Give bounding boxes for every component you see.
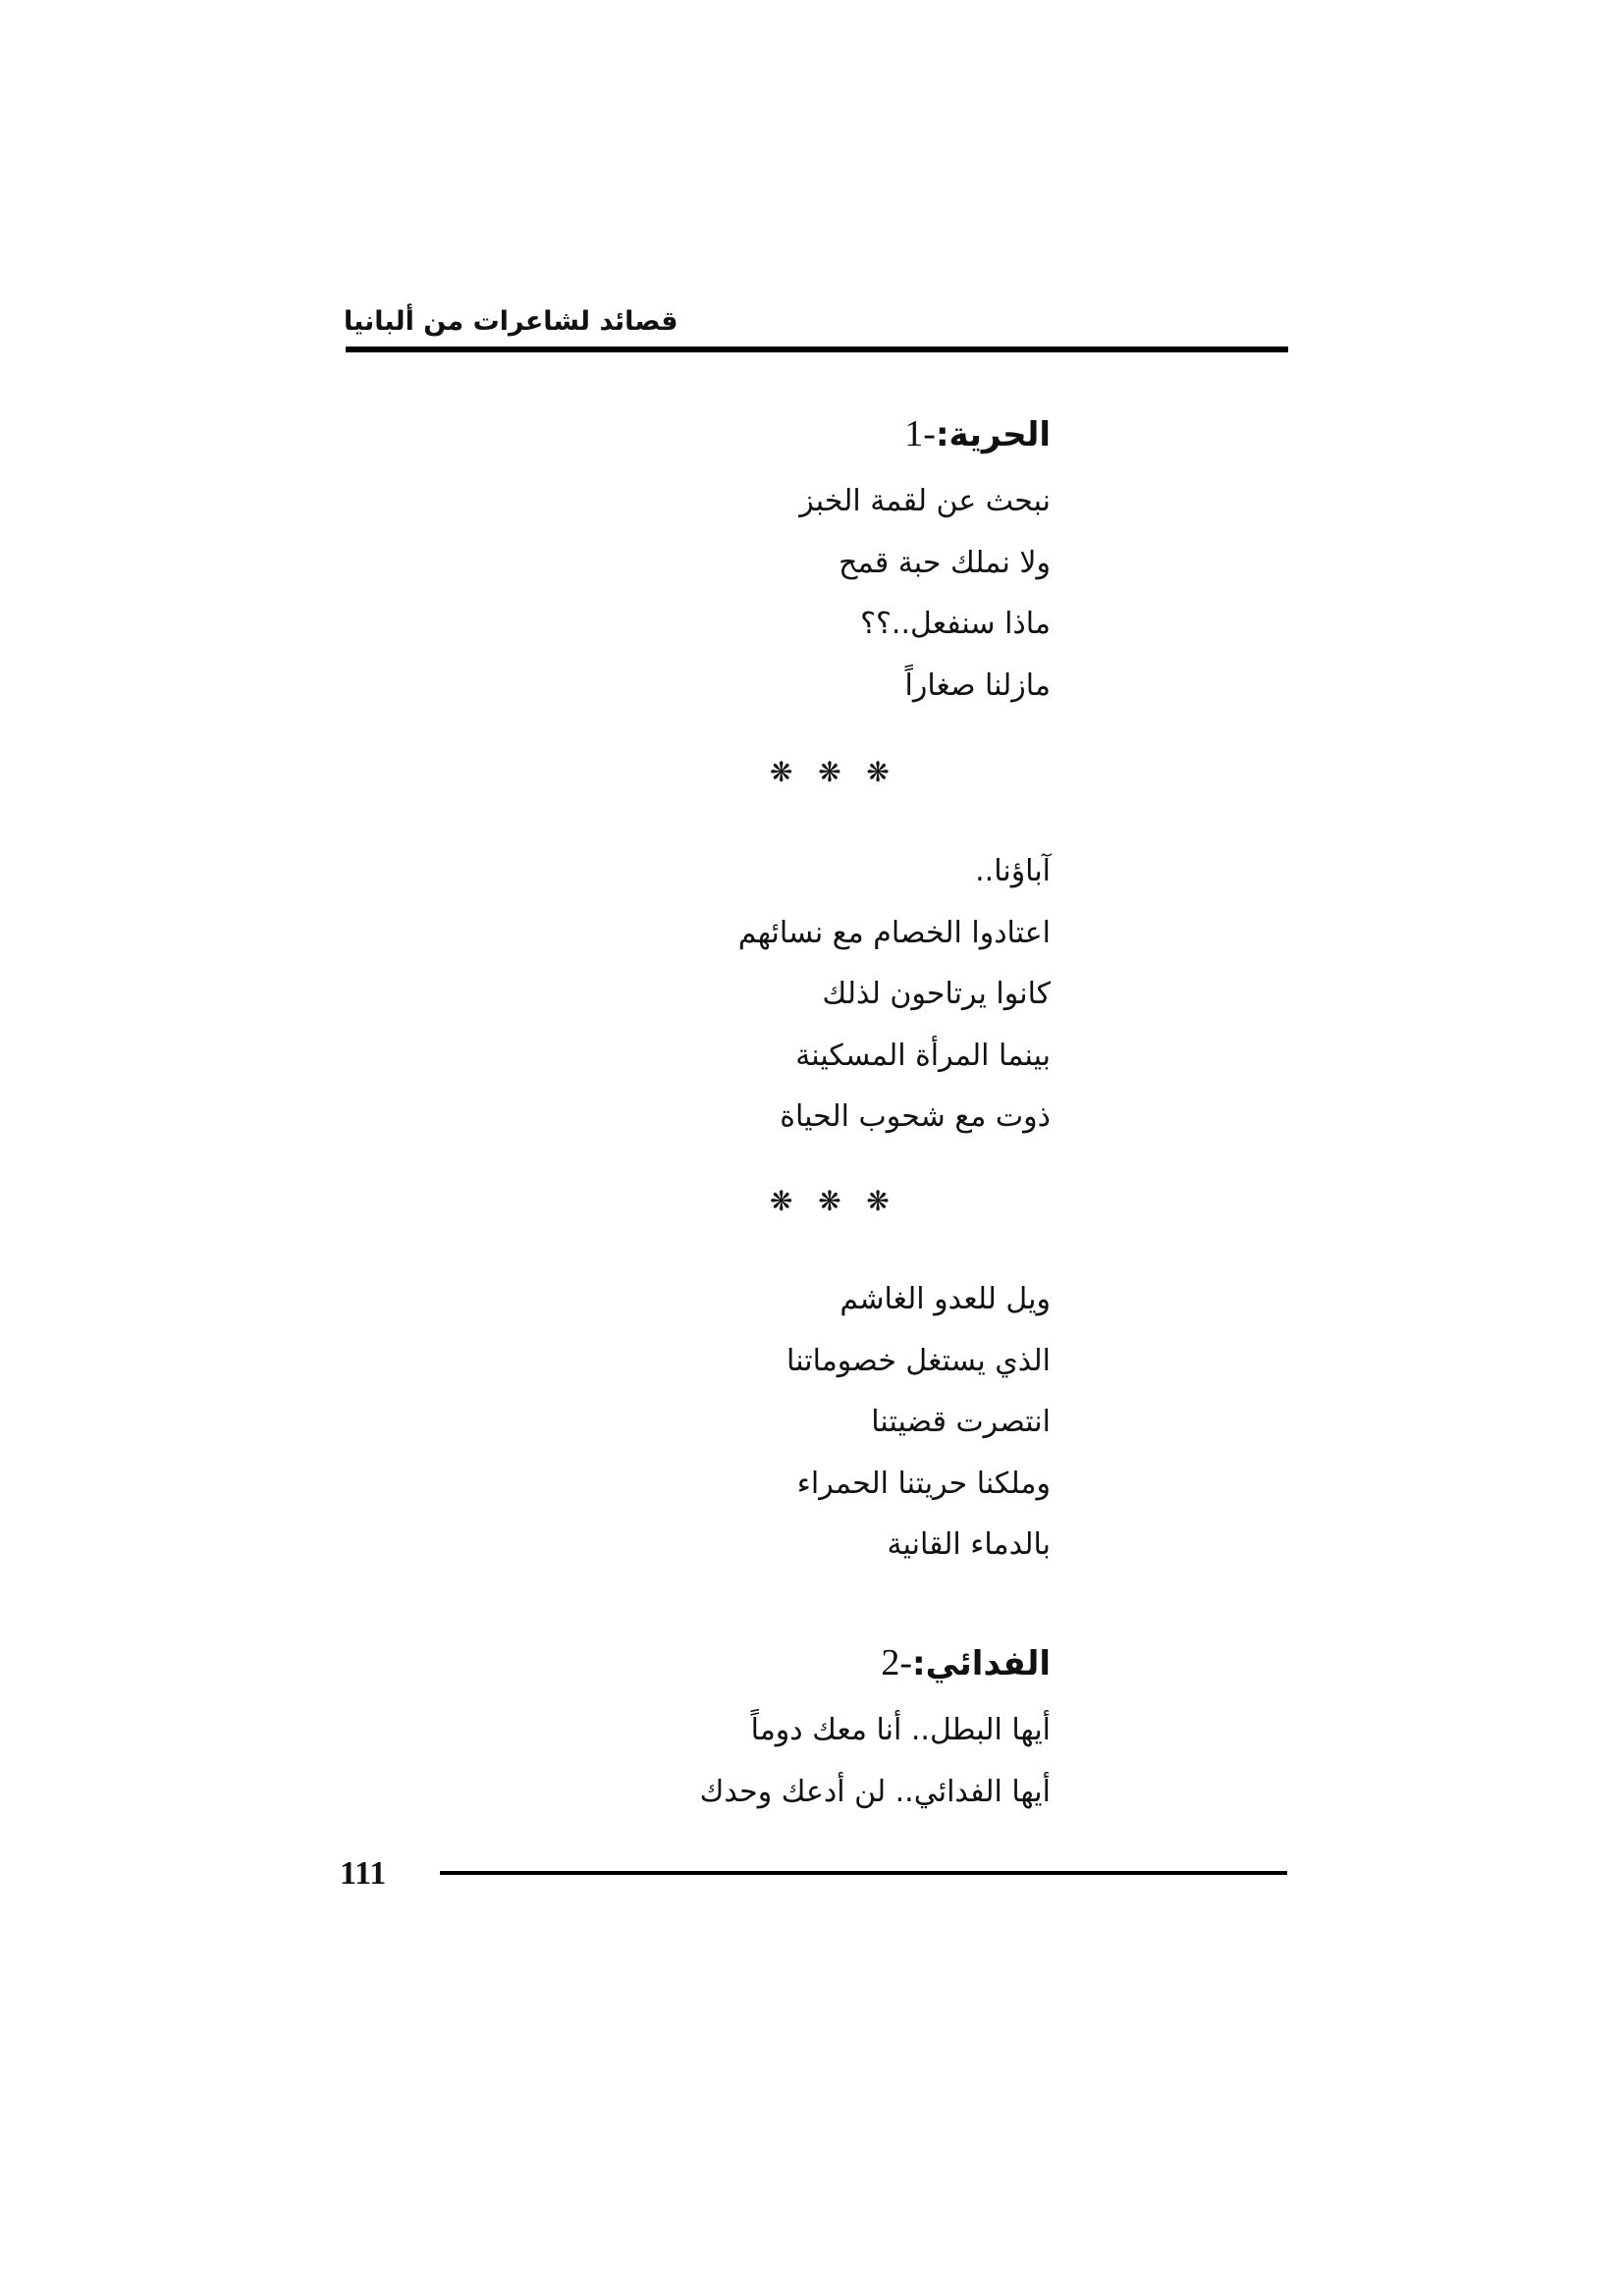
verse-line: ولا نملك حبة قمح [839, 545, 1051, 580]
poem-2-number: -2 [881, 1642, 913, 1683]
verse-line: أيها البطل.. أنا معك دوماً [750, 1713, 1051, 1747]
verse-line: آباؤنا.. [975, 854, 1051, 888]
poem-2 [700, 1641, 1051, 1823]
poem-2-heading [700, 1641, 1051, 1700]
stanza-separator: ❋ ❋ ❋ [770, 756, 897, 788]
header-rule [346, 347, 1288, 352]
verse-line: اعتادوا الخصام مع نسائهم [737, 915, 1051, 950]
stanza-1 [799, 471, 1051, 717]
poem-1-heading [799, 412, 1051, 471]
verse-line: ماذا سنفعل..؟؟ [860, 607, 1051, 641]
page-number: 111 [340, 1855, 387, 1892]
verse-line: مازلنا صغاراً [904, 667, 1051, 703]
poem-1-title: الحرية: [935, 415, 1051, 454]
poem-1 [799, 412, 1051, 717]
verse-line: بينما المرأة المسكينة [795, 1038, 1051, 1073]
verse-line: ويل للعدو الغاشم [839, 1282, 1051, 1316]
stanza-3 [786, 1269, 1051, 1576]
poem-1-number: -1 [904, 413, 936, 454]
verse-line: وملكنا حريتنا الحمراء [796, 1466, 1051, 1501]
stanza-separator: ❋ ❋ ❋ [770, 1185, 897, 1217]
verse-line: بالدماء القانية [887, 1527, 1051, 1562]
running-title: قصائد لشاعرات من ألبانيا [344, 306, 678, 337]
verse-line: ذوت مع شحوب الحياة [780, 1099, 1051, 1134]
verse-line: انتصرت قضيتنا [871, 1405, 1051, 1439]
verse-line: كانوا يرتاحون لذلك [822, 977, 1051, 1011]
verse-line: الذي يستغل خصوماتنا [786, 1343, 1051, 1378]
poem-2-title: الفدائي: [912, 1644, 1051, 1683]
verse-line: نبحث عن لقمة الخبز [799, 484, 1051, 518]
stanza-1 [700, 1700, 1051, 1823]
stanza-2 [738, 841, 1051, 1148]
verse-line: أيها الفدائي.. لن أدعك وحدك [699, 1774, 1051, 1809]
footer-rule [440, 1871, 1287, 1875]
